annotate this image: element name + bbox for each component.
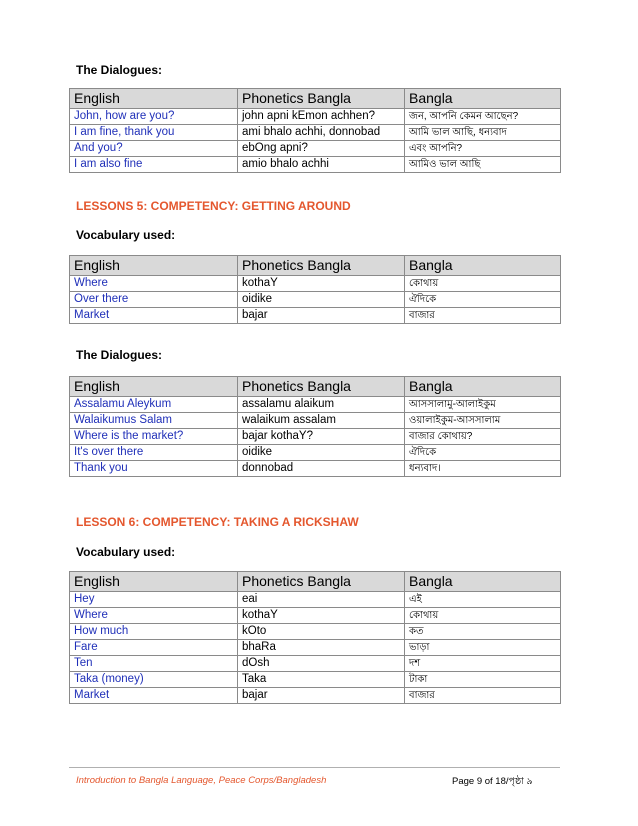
- phonetics-cell: donnobad: [238, 461, 405, 477]
- table-row: [70, 157, 561, 173]
- english-cell: Market: [70, 688, 238, 704]
- header-english: English: [70, 256, 238, 276]
- bangla-cell: জন, আপনি কেমন আছেন?: [405, 109, 561, 125]
- phonetics-cell: Taka: [238, 672, 405, 688]
- phonetics-cell: kothaY: [238, 608, 405, 624]
- bangla-cell: আমিও ভাল আছি: [405, 157, 561, 173]
- section-heading: The Dialogues:: [76, 348, 163, 362]
- bangla-cell: বাজার: [405, 688, 561, 704]
- english-cell: Where: [70, 276, 238, 292]
- phonetics-cell: ebOng apni?: [238, 141, 405, 157]
- english-cell: Fare: [70, 640, 238, 656]
- table-row: [70, 109, 561, 125]
- phonetics-cell: ami bhalo achhi, donnobad: [238, 125, 405, 141]
- phonetics-cell: walaikum assalam: [238, 413, 405, 429]
- phonetics-cell: oidike: [238, 292, 405, 308]
- bangla-cell: টাকা: [405, 672, 561, 688]
- table-row: [70, 608, 561, 624]
- bangla-cell: বাজার কোথায়?: [405, 429, 561, 445]
- header-bangla: Bangla: [405, 256, 561, 276]
- english-cell: It's over there: [70, 445, 238, 461]
- section-heading: The Dialogues:: [76, 63, 163, 77]
- header-phonetics: Phonetics Bangla: [238, 377, 405, 397]
- english-cell: Walaikumus Salam: [70, 413, 238, 429]
- header-phonetics: Phonetics Bangla: [238, 256, 405, 276]
- bangla-cell: কোথায়: [405, 608, 561, 624]
- bangla-cell: কোথায়: [405, 276, 561, 292]
- table-row: [70, 461, 561, 477]
- table-header-row: [70, 256, 561, 276]
- table-row: [70, 688, 561, 704]
- bangla-cell: দশ: [405, 656, 561, 672]
- english-cell: Market: [70, 308, 238, 324]
- english-cell: Over there: [70, 292, 238, 308]
- phonetics-cell: bajar: [238, 688, 405, 704]
- table-header-row: [70, 572, 561, 592]
- english-cell: John, how are you?: [70, 109, 238, 125]
- phonetics-cell: bhaRa: [238, 640, 405, 656]
- table-row: [70, 640, 561, 656]
- english-cell: Taka (money): [70, 672, 238, 688]
- table-header-row: [70, 377, 561, 397]
- header-english: English: [70, 377, 238, 397]
- phonetics-cell: dOsh: [238, 656, 405, 672]
- phonetics-cell: eai: [238, 592, 405, 608]
- bangla-cell: এই: [405, 592, 561, 608]
- table-row: [70, 141, 561, 157]
- header-bangla: Bangla: [405, 89, 561, 109]
- bangla-cell: ওয়ালাইকুম-আসসালাম: [405, 413, 561, 429]
- section-heading: Vocabulary used:: [76, 545, 176, 559]
- vocabulary-table: [69, 255, 561, 324]
- header-phonetics: Phonetics Bangla: [238, 89, 405, 109]
- bangla-cell: ঐদিকে: [405, 445, 561, 461]
- table-row: [70, 308, 561, 324]
- bangla-cell: আসসালামু-আলাইকুম: [405, 397, 561, 413]
- english-cell: I am fine, thank you: [70, 125, 238, 141]
- table-row: [70, 125, 561, 141]
- bangla-cell: কত: [405, 624, 561, 640]
- english-cell: Hey: [70, 592, 238, 608]
- table-header-row: [70, 89, 561, 109]
- page-number: Page 9 of 18/পৃষ্ঠা ৯: [452, 776, 533, 787]
- table-row: [70, 292, 561, 308]
- phonetics-cell: kothaY: [238, 276, 405, 292]
- english-cell: Assalamu Aleykum: [70, 397, 238, 413]
- table-row: [70, 276, 561, 292]
- english-cell: Ten: [70, 656, 238, 672]
- footer-divider: [69, 767, 560, 768]
- dialogue-table: [69, 88, 561, 173]
- table-row: [70, 672, 561, 688]
- bangla-cell: বাজার: [405, 308, 561, 324]
- table-row: [70, 656, 561, 672]
- footer-title: Introduction to Bangla Language, Peace Corps/Bangladesh: [76, 775, 327, 786]
- phonetics-cell: kOto: [238, 624, 405, 640]
- lesson-title: LESSON 6: COMPETENCY: TAKING A RICKSHAW: [76, 515, 359, 529]
- header-bangla: Bangla: [405, 377, 561, 397]
- english-cell: And you?: [70, 141, 238, 157]
- header-english: English: [70, 572, 238, 592]
- bangla-cell: আমি ভাল আছি, ধন্যবাদ: [405, 125, 561, 141]
- english-cell: Thank you: [70, 461, 238, 477]
- phonetics-cell: amio bhalo achhi: [238, 157, 405, 173]
- phonetics-cell: assalamu alaikum: [238, 397, 405, 413]
- table-row: [70, 445, 561, 461]
- phonetics-cell: oidike: [238, 445, 405, 461]
- header-bangla: Bangla: [405, 572, 561, 592]
- table-row: [70, 592, 561, 608]
- bangla-cell: ঐদিকে: [405, 292, 561, 308]
- english-cell: How much: [70, 624, 238, 640]
- header-english: English: [70, 89, 238, 109]
- table-row: [70, 413, 561, 429]
- english-cell: Where: [70, 608, 238, 624]
- table-row: [70, 397, 561, 413]
- english-cell: I am also fine: [70, 157, 238, 173]
- phonetics-cell: john apni kEmon achhen?: [238, 109, 405, 125]
- table-row: [70, 624, 561, 640]
- header-phonetics: Phonetics Bangla: [238, 572, 405, 592]
- dialogue-table: [69, 376, 561, 477]
- vocabulary-table: [69, 571, 561, 704]
- phonetics-cell: bajar: [238, 308, 405, 324]
- bangla-cell: ভাড়া: [405, 640, 561, 656]
- english-cell: Where is the market?: [70, 429, 238, 445]
- lesson-title: LESSONS 5: COMPETENCY: GETTING AROUND: [76, 199, 351, 213]
- bangla-cell: এবং আপনি?: [405, 141, 561, 157]
- table-row: [70, 429, 561, 445]
- section-heading: Vocabulary used:: [76, 228, 176, 242]
- bangla-cell: ধন্যবাদ।: [405, 461, 561, 477]
- phonetics-cell: bajar kothaY?: [238, 429, 405, 445]
